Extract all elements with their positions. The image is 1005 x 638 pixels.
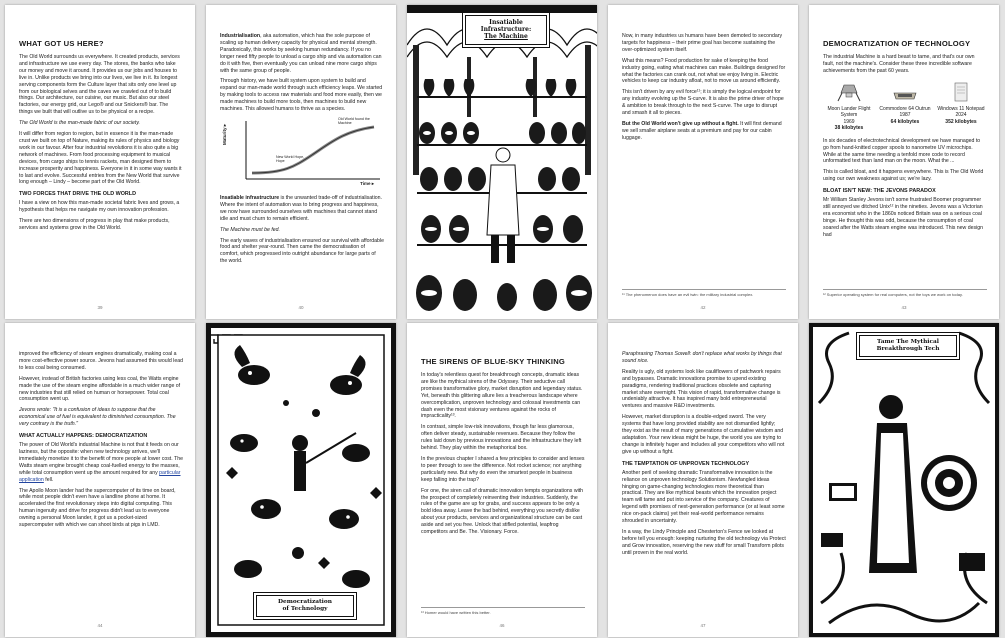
page-number: 43	[901, 305, 907, 310]
software-comparison	[823, 81, 987, 132]
illustration-page-tame-tech	[809, 323, 999, 637]
page-number: 46	[499, 623, 505, 628]
banner-line: Tame The Mythical	[877, 339, 939, 345]
paragraph: It will differ from region to region, but in essence it is the man-made crust we built on top of Nature, making its rules of physics and biology work in our favour. After four industrial revolutions it is also quite a big network of machines. From food processing equipment to musical devices, from cargo ships to tennis rackets, man designed them to increase prosperity and happiness. Everyone in it in some way wants it to last and evolve. Successful entries from the New World that survive long enough – Lindy – become part of the Old World.	[19, 131, 182, 186]
software-size: 64 kilobytes	[890, 118, 920, 125]
paragraph: For one, the siren call of dramatic innovation tempts organizations with the prospect of completely reinventing their industries. Suddenly, the rules of the game are up for grabs, and success appears to be only a bold idea away. Leave the bad behind, everything you secretly dislike about your products, services and organizational structure can be cast aside and set you free. Unlock that stifled potential, leapfrog competitors and Be. The. Visionary. Force.	[421, 487, 584, 536]
paragraph: I have a view on how this man-made societal fabric lives and grows, a hypothesis that helps me navigate my own innovation profession.	[19, 200, 180, 214]
paragraph: There are two dimensions of progress in play that make products, services and systems grow in the Old World.	[19, 218, 170, 232]
paragraph: , aka automation, which has the sole purpose of scaling up human delivery capacity for physical and mental strength. Paradoxically, this works by seeking human redundancy. If you no longer need fifty people to unload a cargo ship and via automation can do it with five, then eventually you can unload nine more cargo ships with the same group of people.	[220, 33, 382, 74]
notepad-icon	[948, 81, 974, 103]
quote: The Machine must be fed.	[220, 226, 280, 233]
illustration-page-machine	[407, 5, 597, 319]
page-46	[407, 323, 597, 637]
banner-line: Infrastructure:	[480, 26, 532, 34]
software-item-moon-lander	[823, 81, 875, 132]
paragraph: fell.	[43, 476, 54, 483]
quote: Paraphrasing Thomas Sowell: don't replace what works by things that sound nice.	[622, 351, 782, 364]
flying-pigs-illustration	[206, 323, 396, 637]
software-size: 352 kilobytes	[945, 118, 977, 125]
term-insatiable: Insatiable infrastructure	[220, 194, 280, 201]
page-40	[206, 5, 396, 319]
link-particular-application[interactable]: particular application	[19, 469, 181, 483]
footnote: ¹¹ The phenomenon does have an evil twin: the military industrial complex.	[622, 289, 786, 297]
paragraph: What this means? Food production for sake of keeping the food industry going, eating what machines can make. Buildings designed for what the factories can crank out, not what we enjoy living in. Electric vehicles to keep car industry afloat, not to move us around efficiently.	[622, 57, 786, 85]
software-item-commodore	[879, 81, 931, 132]
banner-line: of Technology	[282, 606, 328, 613]
paragraph: In contrast, simple low-risk innovations, though far less glamorous, often deliver steady, sustainable revenues. Because they follow the rules laid down by previous innovations and the infrastructure they left behind. They play within the metaphorical box.	[421, 424, 582, 452]
paragraph: improved the efficiency of steam engines dramatically, making coal a more cost-effective power source. Jevons had assumed this would lead to less coal being consumed.	[19, 351, 183, 371]
paragraph: However, instead of British factories using less coal, the Watts engine made the use of the steam engine affordable in a much wider range of new industries that still relied on human or horsepower. Total coal consumption went up.	[19, 375, 181, 403]
s-curve-diagram	[220, 117, 384, 189]
paragraph: The industrial Machine is a hard beast to tame, and that's our own fault, not the machine's. Consider these three incredible software achievements from the past 60 years.	[823, 54, 975, 74]
software-name: Commodore 64 Outrun	[879, 105, 931, 112]
footnote: ¹³ Homer would have written this better.	[421, 607, 585, 615]
paragraph: In the previous chapter I shared a few principles to consider and lenses to peer through to see the difference. Not rocket science; nor anything particularly new. But why do even the smartest people in business keep falling into the trap?	[421, 455, 585, 483]
software-item-notepad	[935, 81, 987, 132]
page-43	[809, 5, 999, 319]
paragraph: However, market disruption is a double-edged sword. The very systems that have long provided stability are not dismantled lightly; they exist as the result of many generations of cumulative wisdom and adaptation. Your new ideas might be huge, the world you are trying to change is infinitely huger and includes all your competitors who will not give up without a fight.	[622, 414, 785, 455]
quote: The Old World is the man-made fabric of our society.	[19, 120, 140, 127]
page-number: 47	[700, 623, 706, 628]
emphasis: But the Old World won't give up without a fight.	[622, 120, 739, 127]
subheading: WHAT ACTUALLY HAPPENS: DEMOCRATIZATION	[19, 433, 148, 440]
footnote: ¹² Superior operating system for real computers, not the toys we work on today.	[823, 289, 987, 297]
woman-with-shield-illustration	[809, 323, 999, 637]
curve-label-top: Old World found the Machine	[338, 116, 370, 125]
paragraph: This isn't driven by any evil force¹¹; it is simply the logical endpoint for any industry evolving up the S-curve. It is also the prime driver of hope & ambition to break through to the next S-curve. The urge to disrupt and smash it all to pieces.	[622, 89, 784, 117]
commodore-64-icon	[892, 81, 918, 103]
paragraph: In six decades of electrotechnical development we have managed to go from hand-knitted copper spools to nanometre UV microchips. While at the same time needing a tenfold more code to record unformatted text than land man on the moon. What the ...	[823, 137, 981, 165]
software-year: 1969	[843, 118, 855, 125]
chapter-banner	[859, 335, 957, 357]
page-39	[5, 5, 195, 319]
x-axis-label: Time ▸	[360, 180, 374, 186]
software-name: Moon Lander Flight System	[827, 105, 871, 119]
software-name: Windows 11 Notepad	[937, 105, 985, 112]
page-number: 40	[298, 305, 304, 310]
paragraph: It will first demand we sell smaller airplane seats at a premium and pay for our cabin luggage.	[622, 120, 782, 141]
paragraph: This is called bloat, and it happens everywhere. This is The Old World using our own weakness against us; we're lazy.	[823, 169, 984, 183]
banner-line: Democratization	[278, 599, 332, 605]
paragraph: The Apollo Moon lander had the supercomputer of its time on board, while most people didn't even have a landline phone at home. It accelerated the first revolutionary steps into digital computing. This human ingenuity and drive for progress didn't lead us to everyone owning a personal Moon lander, it got us a pocket-sized supercomputer with which we can shoot birds at pigs in LMD.	[19, 487, 176, 529]
illustration-page-democratization	[206, 323, 396, 637]
paragraph: In today's relentless quest for breakthrough concepts, dramatic ideas are like the mythical sirens of the Odyssey. Their seductive call promises transformative glory, market disruption and legendary status. Yet, beneath this glittering allure lies a treacherous landscape where overcomplication, unproven technology and colossal investments can dash even the most visionary ventures against the rocks of impracticality¹³.	[421, 372, 583, 420]
banner-line: The Machine	[484, 33, 528, 41]
moon-lander-icon	[836, 81, 862, 103]
paragraph: The early waves of industrialisation ensured our survival with affordable food and shelter year-round. Then came the democratisation of comfort, which progressed into outright abundance for large parts of the world.	[220, 237, 384, 265]
page-42	[608, 5, 798, 319]
software-year: 2024	[955, 112, 967, 119]
subheading: TWO FORCES THAT DRIVE THE OLD WORLD	[19, 191, 136, 198]
page-heading: THE SIRENS OF BLUE-SKY THINKING	[421, 357, 566, 366]
software-year: 1987	[899, 112, 911, 119]
banner-line: Breakthrough Tech	[876, 346, 940, 353]
page-47	[608, 323, 798, 637]
paragraph: Through history, we have built system upon system to build and expand our man-made world through such efficiency leaps. We started by making tools to access raw materials and food more easily, then we made machines to build more tools, then machines to build new machines. This allowed humans to thrive as a species.	[220, 78, 383, 113]
page-heading: DEMOCRATIZATION OF TECHNOLOGY	[823, 39, 971, 48]
paragraph: Another peril of seeking dramatic Transformative innovation is the reliance on unproven technology Solutionism. Newfangled ideas hinging on game-changing technologies more theoretical than practical. They are like mythical beasts which the innovation project team will tame and put into service of the company. Creatures of legend with promises of next-generation performance (or at least some nice on-pack claims) yet their real-world performance remains shrouded in uncertainty.	[622, 469, 785, 525]
chapter-banner	[465, 15, 547, 45]
term-industrialisation: Industrialisation	[220, 33, 261, 39]
paragraph: The Old World surrounds us everywhere. It created products, services and infrastructure we use every day. The stores, the banks who take our money and move it around. It provides us our jobs and houses to live in. Unlike products we bring into our lives, we live in it. Its longest serving components form the Culture layer that sits only one level up from our biological selves and the caves we crawled out of to build things. Our architecture, our cuisine, our music. But also our steel factories, our energy grid, our Lego® and our Snickers® bar. The things we built that will outlive us to be physical or a recipe.	[19, 54, 180, 116]
paragraph: Reality is ugly, old systems look like cauliflowers of patchwork repairs and bypasses. Dramatic innovations promise to upend existing paradigms, rendering traditional practices obsolete and capturing market share overnight. This vision of rapid, transformative change is undeniably attractive. It has inspired many bold entrepreneurial ventures and massive R&D investments.	[622, 368, 781, 410]
page-number: 42	[700, 305, 706, 310]
page-44	[5, 323, 195, 637]
subheading: THE TEMPTATION OF UNPROVEN TECHNOLOGY	[622, 460, 750, 467]
page-number: 39	[97, 305, 103, 310]
paragraph: is the unwanted trade-off of industrialisation. Where the intent of automation was to bring progress and happiness, we now have surrounded ourselves with machines that cannot stand idle and must churn to remain efficient.	[220, 194, 382, 222]
banner-line: Insatiable	[489, 19, 523, 26]
page-heading: WHAT GOT US HERE?	[19, 39, 104, 48]
subheading: BLOAT ISN'T NEW: THE JEVONS PARADOX	[823, 188, 936, 195]
paragraph: The power of Old World's industrial Machine is not that it feeds on our laziness, but the opposite: when new technology arrives, we'll immediately monetize it to the benefit of more people at lower cost. The Watts steam engine brought cheap coal-fuelled energy to the masses, while total consumption went up the amount required for any	[19, 442, 183, 476]
chapter-banner	[256, 595, 354, 617]
y-axis-label: Maturity ▸	[222, 123, 227, 145]
quote: Jevons wrote: "It is a confusion of ideas to suppose that the economical use of fuel is equivalent to diminished consumption. The very contrary is the truth."	[19, 407, 176, 428]
paragraph: In a way, the Lindy Principle and Chesterton's Fence we looked at before tell you enough: keeping nurturing the old technology via Protect and Grow innovation, reserving the new stuff for small Transform pilots until proven in the real world.	[622, 528, 786, 556]
factory-vases-illustration	[407, 5, 597, 319]
page-number: 44	[97, 623, 103, 628]
paragraph: Now, in many industries us humans have been demoted to secondary targets for happiness – their prime goal has become sustaining the over-optimized system itself.	[622, 33, 783, 53]
paragraph: Mr William Stanley Jevons isn't some frustrated Boomer programmer still annoyed we ditched Unix¹² in the nineties. Jevons was a Victorian era economist who in the 1860s noticed Britain was on a serious coal binge. He thought this was odd, because the consumption of coal soared after the Watts steam engine was introduced. This new design had	[823, 197, 984, 238]
curve-label-mid: New World Hope, Hope	[276, 154, 305, 163]
software-size: 38 kilobytes	[834, 125, 864, 132]
